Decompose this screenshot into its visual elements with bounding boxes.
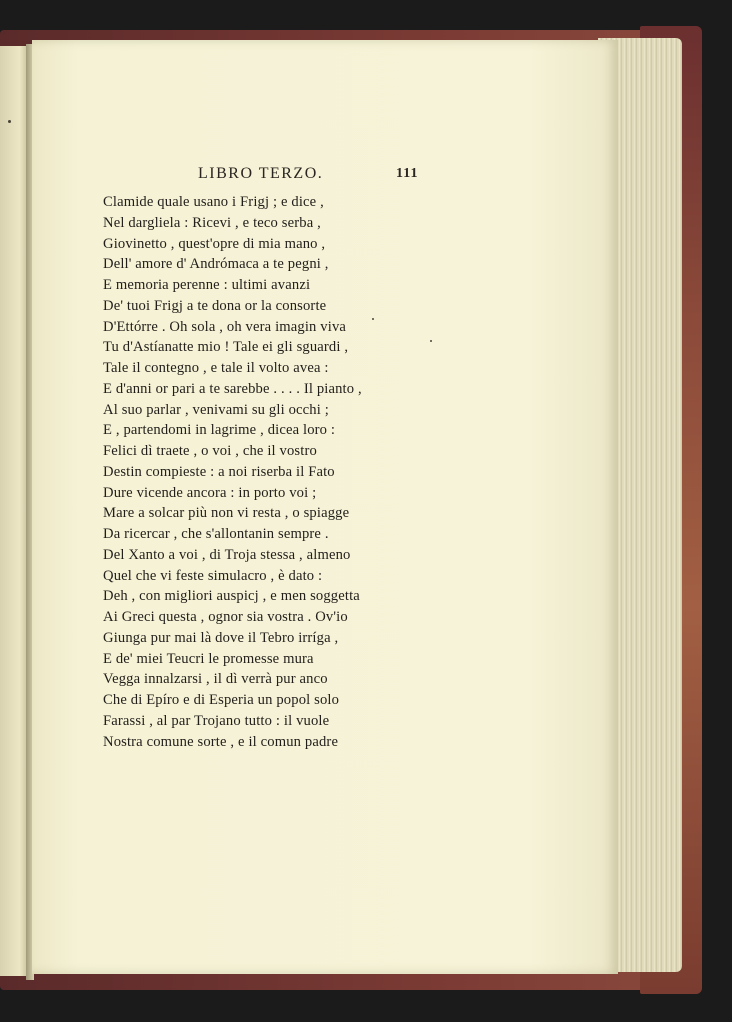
verse-line: E , partendomi in lagrime , dicea loro : bbox=[103, 422, 336, 439]
paper-speck bbox=[430, 340, 432, 342]
page-header bbox=[198, 165, 438, 187]
poem-verses bbox=[103, 192, 403, 752]
verse-line: Vegga innalzarsi , il dì verrà pur anco bbox=[103, 671, 328, 688]
verse-line: Felici dì traete , o voi , che il vostro bbox=[103, 443, 317, 459]
verse-line: Deh , con migliori auspicj , e men soggetta bbox=[103, 588, 360, 605]
verse-line: Nel dargliela : Ricevi , e teco serba , bbox=[103, 214, 321, 231]
verse-line: E memoria perenne : ultimi avanzi bbox=[103, 277, 311, 293]
running-title: LIBRO TERZO. bbox=[198, 165, 324, 182]
verse-line: Giovinetto , quest'opre di mia mano , bbox=[103, 235, 326, 252]
verse-line: E d'anni or pari a te sarebbe . . . . Il pianto , bbox=[103, 380, 362, 397]
verse-line: De' tuoi Frigj a te dona or la consorte bbox=[103, 297, 327, 314]
verse-line: Tale il contegno , e tale il volto avea : bbox=[103, 360, 329, 376]
page-number: 111 bbox=[396, 166, 419, 181]
verse-line: E de' miei Teucri le promesse mura bbox=[103, 650, 314, 667]
verse-line: Nostra comune sorte , e il comun padre bbox=[103, 733, 339, 750]
verse-line: Al suo parlar , venivami su gli occhi ; bbox=[103, 401, 329, 418]
verse-line: Destin compieste : a noi riserba il Fato bbox=[103, 463, 335, 480]
verse-line: Clamide quale usano i Frigj ; e dice , bbox=[103, 194, 324, 210]
verse-line: Da ricercar , che s'allontanin sempre . bbox=[103, 526, 329, 542]
left-page-edge bbox=[0, 46, 28, 976]
verse-line: Tu d'Astíanatte mio ! Tale ei gli sguardi , bbox=[103, 339, 349, 356]
verse-line: Che di Epíro e di Esperia un popol solo bbox=[103, 692, 340, 708]
verse-line: Farassi , al par Trojano tutto : il vuole bbox=[103, 712, 330, 729]
verse-line: D'Ettórre . Oh sola , oh vera imagin viva bbox=[103, 318, 347, 335]
verse-line: Dure vicende ancora : in porto voi ; bbox=[103, 484, 317, 501]
verse-line: Mare a solcar più non vi resta , o spiagge bbox=[103, 505, 350, 522]
verse-line: Giunga pur mai là dove il Tebro irríga , bbox=[103, 629, 339, 646]
verse-line: Ai Greci questa , ognor sia vostra . Ov'io bbox=[103, 609, 348, 625]
verse-line: Dell' amore d' Andrómaca a te pegni , bbox=[103, 256, 329, 273]
verse-line: Del Xanto a voi , di Troja stessa , almeno bbox=[103, 546, 351, 563]
paper-speck bbox=[8, 120, 11, 123]
verse-line: Quel che vi feste simulacro , è dato : bbox=[103, 567, 323, 584]
